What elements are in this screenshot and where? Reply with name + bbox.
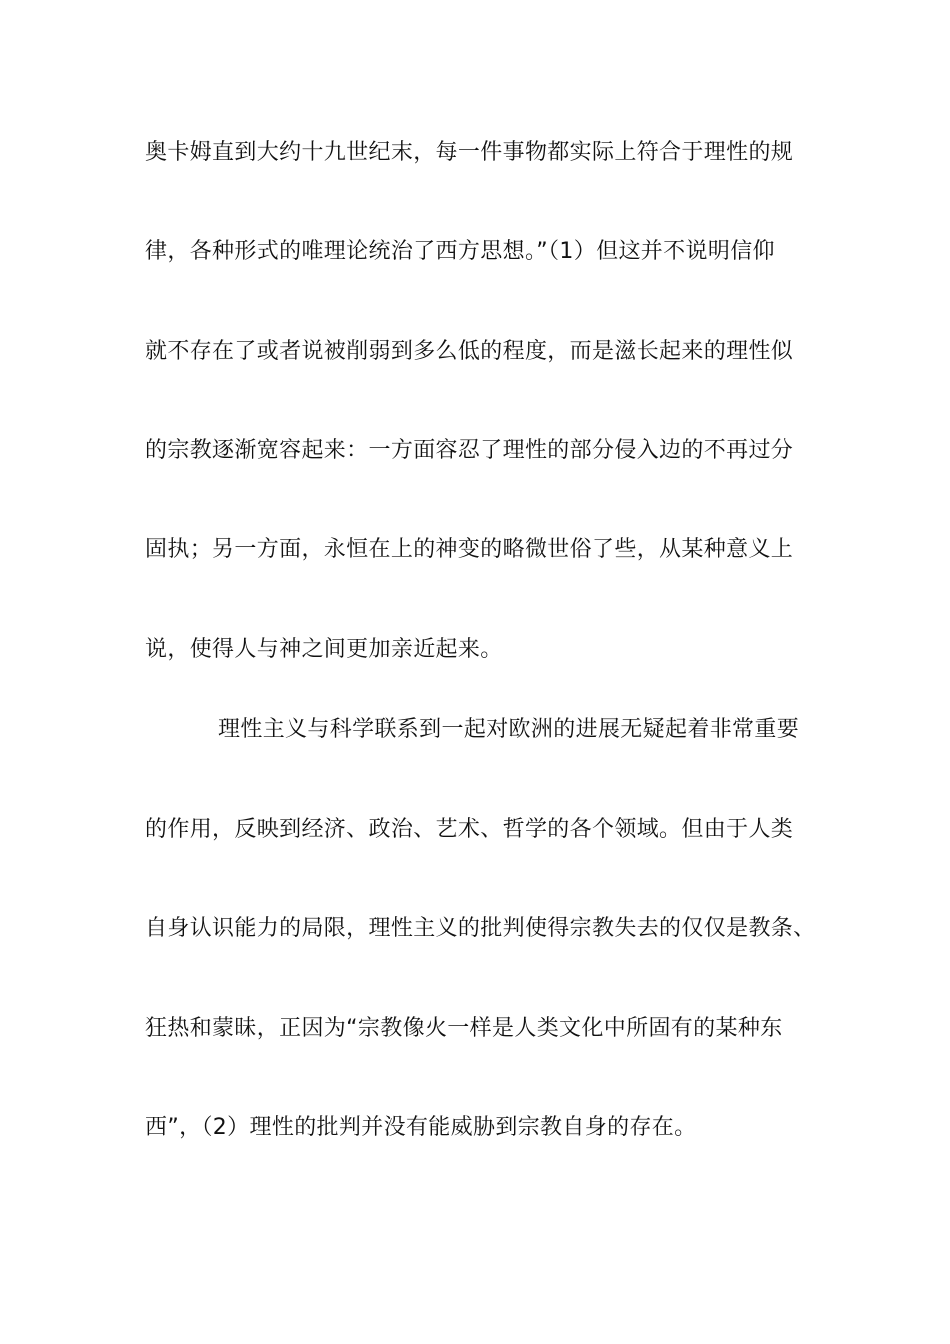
text-line: 奥卡姆直到大约十九世纪末，每一件事物都实际上符合于理性的规: [145, 140, 794, 165]
text-line: 说，使得人与神之间更加亲近起来。: [145, 637, 503, 662]
text-line: 律，各种形式的唯理论统治了西方思想。”（1）但这并不说明信仰: [145, 239, 775, 264]
text-line: 自身认识能力的局限，理性主义的批判使得宗教失去的仅仅是教条、: [145, 916, 816, 941]
text-line: 固执；另一方面，永恒在上的神变的略微世俗了些，从某种意义上: [145, 537, 794, 562]
text-line: 就不存在了或者说被削弱到多么低的程度，而是滋长起来的理性似: [145, 339, 794, 364]
text-line: 的作用，反映到经济、政治、艺术、哲学的各个领域。但由于人类: [145, 817, 794, 842]
text-line: 西”，（2）理性的批判并没有能威胁到宗教自身的存在。: [145, 1115, 697, 1140]
text-line: 狂热和蒙昧，正因为“宗教像火一样是人类文化中所固有的某种东: [145, 1016, 783, 1041]
text-line: 理性主义与科学联系到一起对欧洲的进展无疑起着非常重要: [218, 717, 800, 742]
text-line: 的宗教逐渐宽容起来：一方面容忍了理性的部分侵入边的不再过分: [145, 438, 794, 463]
